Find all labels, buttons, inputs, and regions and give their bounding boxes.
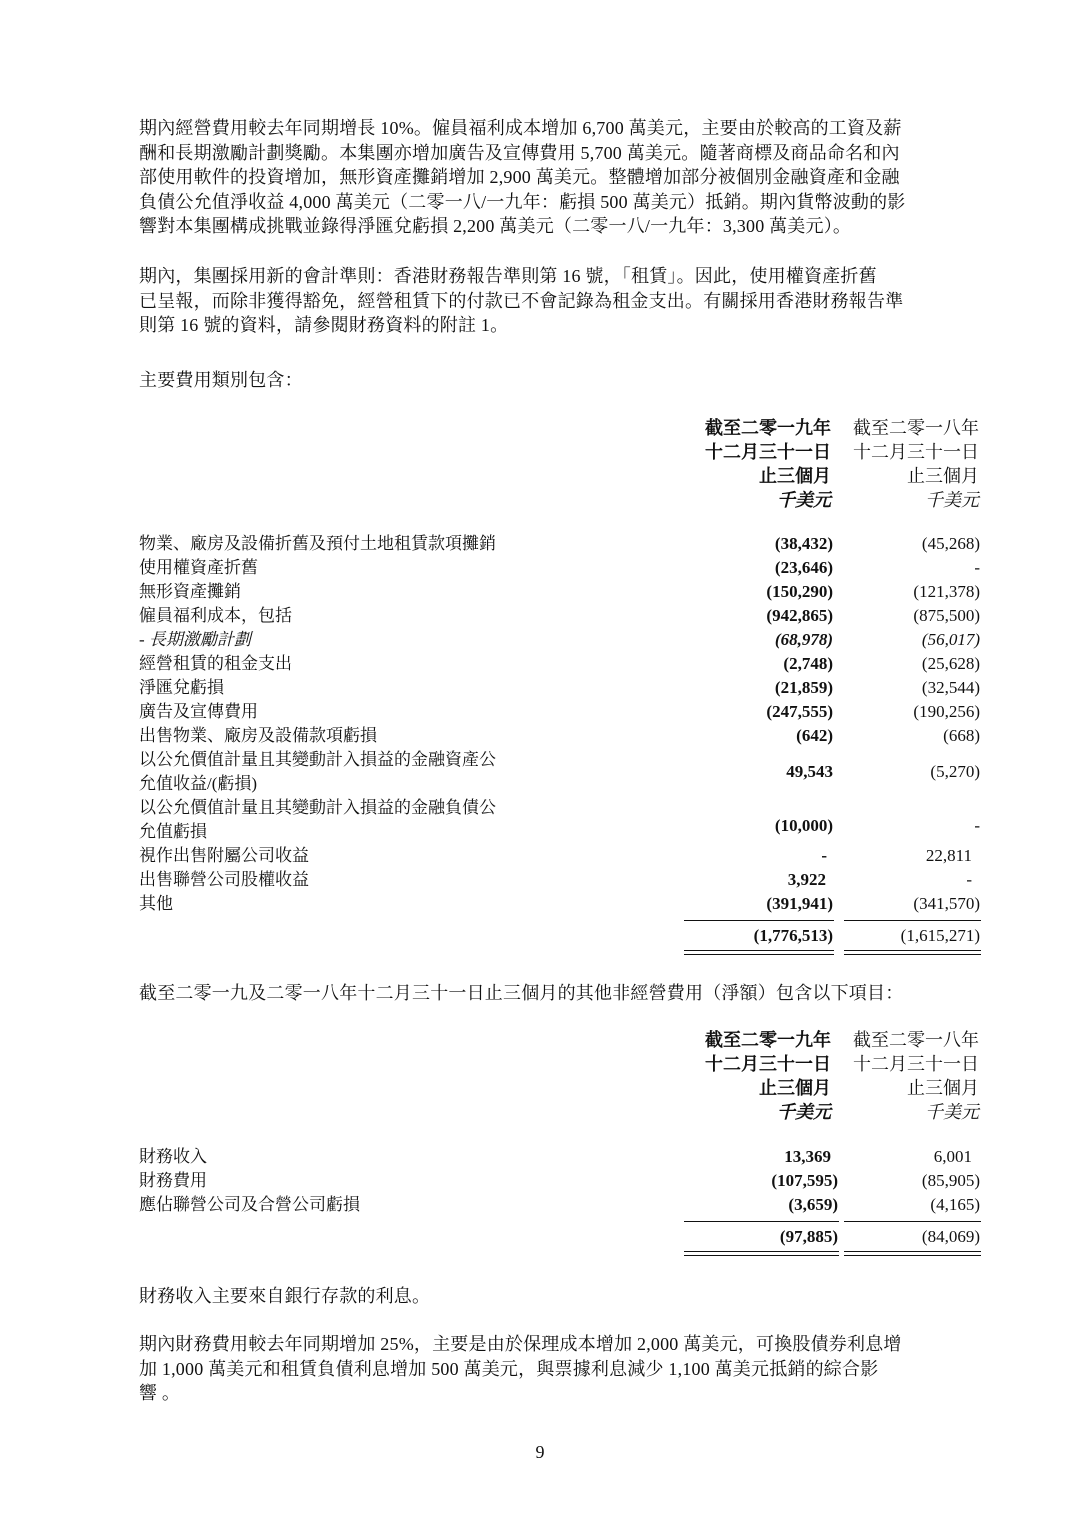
col-header-2018: 止三個月 bbox=[907, 1078, 979, 1098]
value-2019: 49,543 bbox=[786, 762, 833, 781]
table-row-values bbox=[139, 814, 981, 838]
row-label: 以公允價值計量且其變動計入損益的金融負債公 bbox=[139, 798, 496, 817]
nonop-table bbox=[139, 1145, 981, 1265]
table-row bbox=[139, 604, 981, 628]
text-line: 財務收入主要來自銀行存款的利息。 bbox=[139, 1286, 431, 1306]
col-header-2018: 止三個月 bbox=[907, 466, 979, 486]
total-double-rule-2019 bbox=[684, 1251, 839, 1256]
row-label: 財務費用 bbox=[139, 1171, 207, 1190]
row-label: 視作出售附屬公司收益 bbox=[139, 846, 309, 865]
value-2018: 22,811 bbox=[925, 846, 972, 865]
table-row bbox=[139, 868, 981, 892]
total-double-rule-2018 bbox=[844, 950, 981, 955]
expense-table-column-headers bbox=[681, 416, 981, 516]
row-label: 僱員福利成本，包括 bbox=[139, 606, 292, 625]
value-2019: (68,978) bbox=[774, 630, 833, 649]
col-header-2018-unit: 千美元 bbox=[925, 490, 979, 510]
total-row bbox=[139, 1225, 981, 1249]
col-header-2018: 十二月三十一日 bbox=[853, 442, 979, 462]
row-label: 其他 bbox=[139, 894, 173, 913]
value-2018: (85,905) bbox=[921, 1171, 980, 1190]
row-label: 出售聯營公司股權收益 bbox=[139, 870, 309, 889]
value-2018: (32,544) bbox=[921, 678, 980, 697]
value-2018: - bbox=[974, 558, 980, 577]
value-2019: (150,290) bbox=[766, 582, 833, 601]
value-2018: (25,628) bbox=[921, 654, 980, 673]
value-2018: (5,270) bbox=[930, 762, 980, 781]
table-row bbox=[139, 556, 981, 580]
page-number: 9 bbox=[535, 1442, 545, 1462]
table-row bbox=[139, 652, 981, 676]
table-row bbox=[139, 700, 981, 724]
value-2019: (23,646) bbox=[774, 558, 833, 577]
value-2019: (38,432) bbox=[774, 534, 833, 553]
text-line: 則第 16 號的資料，請參閱財務資料的附註 1。 bbox=[139, 315, 509, 335]
table-row bbox=[139, 532, 981, 556]
col-header-2019: 十二月三十一日 bbox=[705, 442, 831, 462]
row-label: 允值收益/(虧損) bbox=[139, 774, 258, 793]
value-2018: (4,165) bbox=[930, 1195, 980, 1214]
value-2018: (45,268) bbox=[921, 534, 980, 553]
table-row bbox=[139, 1193, 981, 1217]
total-2018: (1,615,271) bbox=[900, 926, 980, 945]
text-line: 已呈報，而除非獲得豁免，經營租賃下的付款已不會記錄為租金支出。有關採用香港財務報告準 bbox=[139, 290, 904, 311]
value-2019: - bbox=[821, 846, 827, 865]
text-line: 期內經營費用較去年同期增長 10%。僱員福利成本增加 6,700 萬美元，主要由於較高的工資及薪 bbox=[139, 118, 902, 138]
col-header-2019: 截至二零一九年 bbox=[705, 1030, 831, 1050]
text-line: 負債公允值淨收益 4,000 萬美元（二零一八/一九年：虧損 500 萬美元）抵銷。期內貨幣波動的影 bbox=[139, 191, 906, 212]
total-row bbox=[139, 924, 981, 948]
row-label: 物業、廠房及設備折舊及預付土地租賃款項攤銷 bbox=[139, 534, 496, 553]
col-header-2019: 止三個月 bbox=[759, 1078, 831, 1098]
value-2018: (668) bbox=[943, 726, 980, 745]
value-2019: (391,941) bbox=[766, 894, 833, 913]
total-2019: (97,885) bbox=[779, 1227, 838, 1246]
value-2019: (2,748) bbox=[783, 654, 833, 673]
row-label: 淨匯兌虧損 bbox=[139, 678, 224, 697]
text-line: 期內財務費用較去年同期增加 25%，主要是由於保理成本增加 2,000 萬美元，可換股債券利息增 bbox=[139, 1334, 902, 1354]
subtotal-rule-2019 bbox=[684, 1221, 839, 1222]
total-2019: (1,776,513) bbox=[753, 926, 833, 945]
total-double-rule-2018 bbox=[844, 1251, 981, 1256]
value-2019: (107,595) bbox=[771, 1171, 838, 1190]
table-row bbox=[139, 892, 981, 916]
value-2019: (642) bbox=[796, 726, 833, 745]
table-row bbox=[139, 580, 981, 604]
col-header-2018: 十二月三十一日 bbox=[853, 1054, 979, 1074]
subtotal-rule-2018 bbox=[844, 1221, 981, 1222]
table-row bbox=[139, 1145, 981, 1169]
total-2018: (84,069) bbox=[921, 1227, 980, 1246]
text-line: 酬和長期激勵計劃獎勵。本集團亦增加廣告及宣傳費用 5,700 萬美元。隨著商標及商品命名和內 bbox=[139, 142, 900, 163]
value-2018: (341,570) bbox=[913, 894, 980, 913]
value-2019: (942,865) bbox=[766, 606, 833, 625]
value-2018: (121,378) bbox=[913, 582, 980, 601]
text-line: 響 。 bbox=[139, 1383, 181, 1403]
value-2018: - bbox=[974, 816, 980, 835]
row-label: 應佔聯營公司及合營公司虧損 bbox=[139, 1195, 360, 1214]
value-2019: (21,859) bbox=[774, 678, 833, 697]
table-row bbox=[139, 1169, 981, 1193]
subtotal-rule-2019 bbox=[684, 920, 834, 921]
total-double-rule-2019 bbox=[684, 950, 834, 955]
value-2018: (56,017) bbox=[921, 630, 980, 649]
col-header-2019-unit: 千美元 bbox=[777, 490, 831, 510]
col-header-2018: 截至二零一八年 bbox=[853, 418, 979, 438]
paragraph-accounting-standard bbox=[139, 264, 981, 338]
row-label: 允值虧損 bbox=[139, 822, 207, 841]
col-header-2019: 止三個月 bbox=[759, 466, 831, 486]
paragraph-finance-income bbox=[139, 1284, 981, 1309]
col-header-2019: 截至二零一九年 bbox=[705, 418, 831, 438]
expense-table bbox=[139, 532, 981, 962]
row-label: - 長期激勵計劃 bbox=[139, 630, 251, 649]
value-2019: (10,000) bbox=[774, 816, 833, 835]
text-line: 期內，集團採用新的會計準則：香港財務報告準則第 16 號，「租賃」。因此，使用權資產折舊 bbox=[139, 266, 877, 286]
paragraph-finance-costs bbox=[139, 1332, 981, 1406]
text-line: 主要費用類別包含： bbox=[139, 370, 303, 390]
table-row bbox=[139, 844, 981, 868]
paragraph-operating-expenses bbox=[139, 116, 981, 239]
nonop-table-column-headers bbox=[681, 1028, 981, 1128]
value-2018: 6,001 bbox=[933, 1147, 972, 1166]
row-label: 以公允價值計量且其變動計入損益的金融資產公 bbox=[139, 750, 496, 769]
table-row bbox=[139, 724, 981, 748]
text-line: 加 1,000 萬美元和租賃負債利息增加 500 萬美元，與票據利息減少 1,100 萬美元抵銷的綜合影 bbox=[139, 1358, 879, 1379]
col-header-2019: 十二月三十一日 bbox=[705, 1054, 831, 1074]
value-2018: - bbox=[966, 870, 972, 889]
table-row bbox=[139, 676, 981, 700]
row-label: 廣告及宣傳費用 bbox=[139, 702, 258, 721]
paragraph-main-expenses-intro bbox=[139, 368, 981, 393]
value-2019: (247,555) bbox=[766, 702, 833, 721]
col-header-2019-unit: 千美元 bbox=[777, 1102, 831, 1122]
value-2019: (3,659) bbox=[788, 1195, 838, 1214]
value-2019: 3,922 bbox=[787, 870, 826, 889]
row-label: 財務收入 bbox=[139, 1147, 207, 1166]
col-header-2018-unit: 千美元 bbox=[925, 1102, 979, 1122]
paragraph-nonop-intro bbox=[139, 981, 981, 1006]
table-row bbox=[139, 628, 981, 652]
text-line: 響對本集團構成挑戰並錄得淨匯兌虧損 2,200 萬美元（二零一八/一九年：3,300 萬美元）。 bbox=[139, 216, 852, 236]
row-label: 經營租賃的租金支出 bbox=[139, 654, 292, 673]
value-2018: (875,500) bbox=[913, 606, 980, 625]
row-label: 使用權資產折舊 bbox=[139, 558, 258, 577]
row-label: 出售物業、廠房及設備款項虧損 bbox=[139, 726, 377, 745]
text-line: 截至二零一九及二零一八年十二月三十一日止三個月的其他非經營費用（淨額）包含以下項目： bbox=[139, 983, 904, 1003]
value-2019: 13,369 bbox=[784, 1147, 831, 1166]
subtotal-rule-2018 bbox=[844, 920, 981, 921]
col-header-2018: 截至二零一八年 bbox=[853, 1030, 979, 1050]
text-line: 部使用軟件的投資增加，無形資產攤銷增加 2,900 萬美元。整體增加部分被個別金融資產和金融 bbox=[139, 167, 900, 187]
row-label: 無形資產攤銷 bbox=[139, 582, 241, 601]
table-row-values bbox=[139, 760, 981, 784]
value-2018: (190,256) bbox=[913, 702, 980, 721]
